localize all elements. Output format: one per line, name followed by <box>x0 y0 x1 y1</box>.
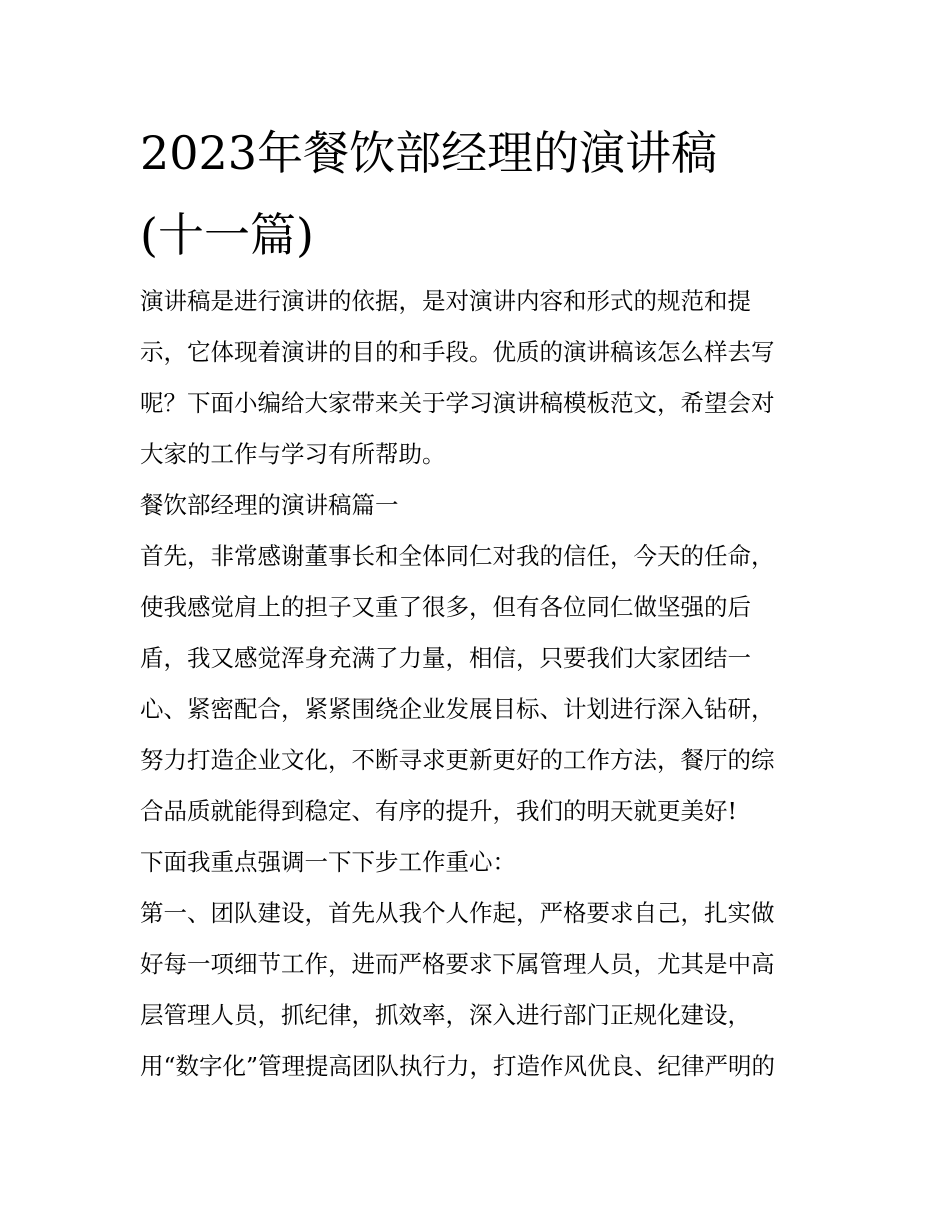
document-body <box>140 276 840 1092</box>
paragraph-line: 第一、团队建设，首先从我个人作起，严格要求自己，扎实做 <box>140 899 775 927</box>
section-heading: 餐饮部经理的演讲稿篇一 <box>140 491 399 519</box>
intro-line: 示，它体现着演讲的目的和手段。优质的演讲稿该怎么样去写 <box>140 338 775 366</box>
paragraph-line: 用“数字化”管理提高团队执行力，打造作风优良、纪律严明的 <box>140 1052 776 1080</box>
intro-line: 呢？下面小编给大家带来关于学习演讲稿模板范文，希望会对 <box>140 389 775 417</box>
paragraph-line: 盾，我又感觉浑身充满了力量，相信，只要我们大家团结一 <box>140 644 751 672</box>
paragraph-line: 首先，非常感谢董事长和全体同仁对我的信任，今天的任命， <box>140 542 775 570</box>
paragraph-line: 好每一项细节工作，进而严格要求下属管理人员，尤其是中高 <box>140 950 775 978</box>
title-line-2: (十一篇) <box>140 208 314 262</box>
paragraph-line: 使我感觉肩上的担子又重了很多，但有各位同仁做坚强的后 <box>140 593 751 621</box>
paragraph-line: 下面我重点强调一下下步工作重心： <box>140 848 516 876</box>
paragraph-line: 合品质就能得到稳定、有序的提升，我们的明天就更美好! <box>140 797 737 825</box>
document-title <box>140 112 840 276</box>
paragraph-line: 心、紧密配合，紧紧围绕企业发展目标、计划进行深入钻研， <box>140 695 775 723</box>
paragraph-line: 努力打造企业文化，不断寻求更新更好的工作方法，餐厅的综 <box>140 746 775 774</box>
intro-line: 大家的工作与学习有所帮助。 <box>140 440 446 468</box>
intro-line: 演讲稿是进行演讲的依据，是对演讲内容和形式的规范和提 <box>140 287 751 315</box>
title-line-1: 2023年餐饮部经理的演讲稿 <box>140 126 718 180</box>
paragraph-line: 层管理人员，抓纪律，抓效率，深入进行部门正规化建设， <box>140 1001 751 1029</box>
